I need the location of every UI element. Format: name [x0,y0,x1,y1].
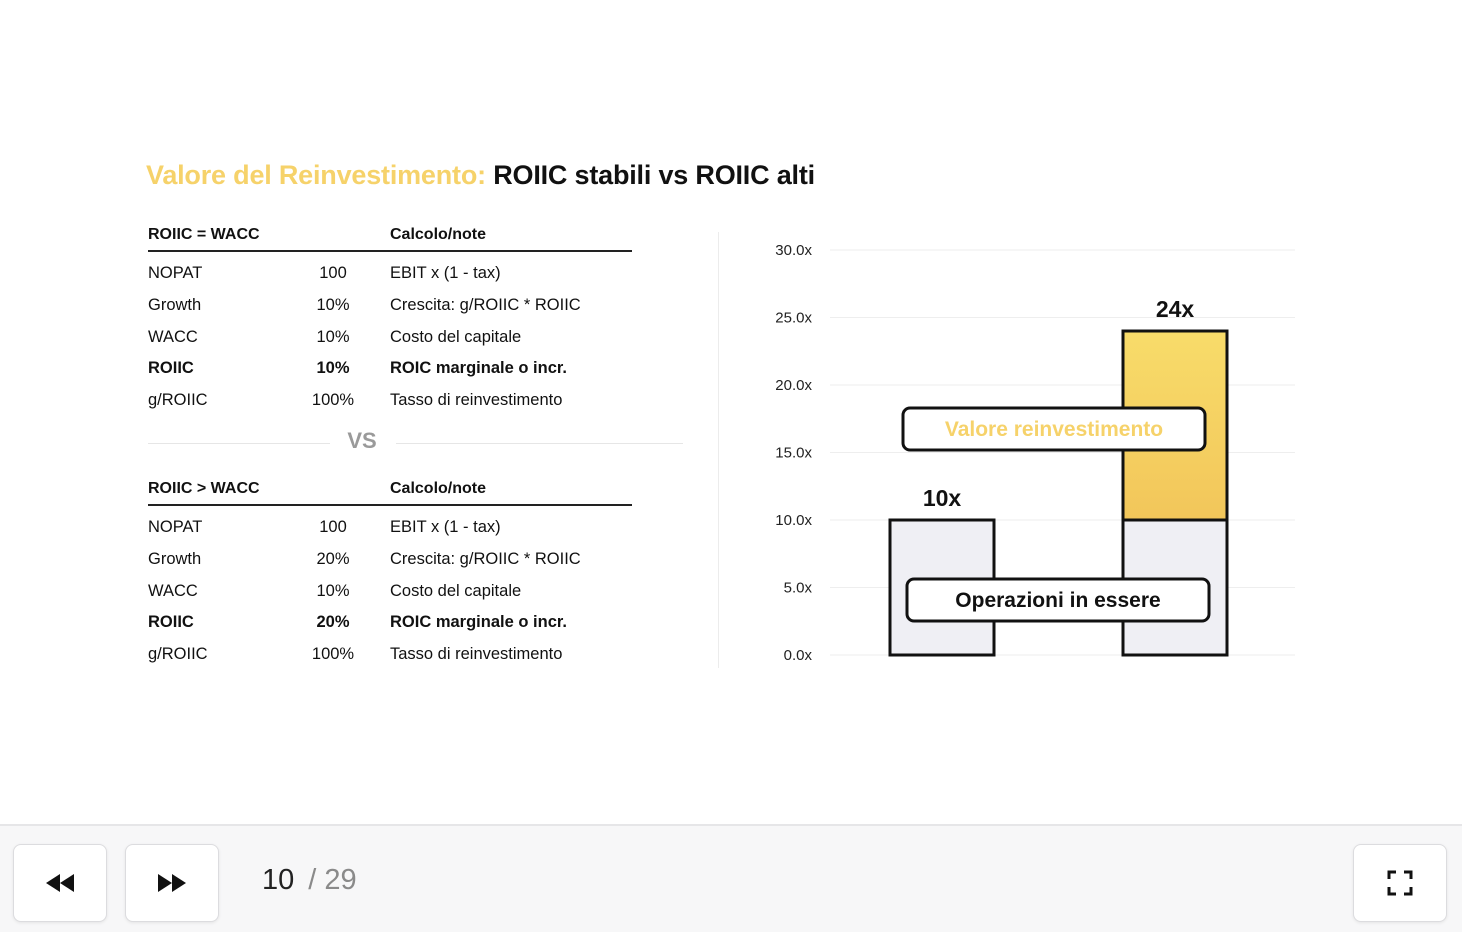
row-label: WACC [148,581,198,600]
table-header-value [276,480,390,505]
y-tick-label: 30.0x [775,242,812,259]
table-row [148,575,632,607]
title-accent: Valore del Reinvestimento: [146,160,486,190]
previous-slide-button[interactable] [13,844,107,922]
row-label: g/ROIIC [148,645,208,664]
row-value: 20% [316,550,350,569]
table-header-note: Calcolo/note [390,226,632,251]
valuation-bar-chart [740,225,1320,670]
row-note: ROIC marginale o incr. [390,613,567,632]
row-value: 10% [316,581,350,600]
table-row [148,607,632,639]
row-note: Crescita: g/ROIIC * ROIIC [390,296,581,315]
row-value: 10% [316,359,350,378]
presentation-controls [0,824,1462,932]
table-row [148,505,632,544]
table-header-row [148,226,632,251]
row-value: 20% [316,613,350,632]
fast-forward-icon [157,873,187,893]
row-note: EBIT x (1 - tax) [390,518,501,537]
title-main: ROIIC stabili vs ROIIC alti [493,160,815,190]
table-roiic-greater-wacc [148,480,632,670]
bar-value-label: 24x [1155,296,1195,322]
vs-divider-right [396,443,683,444]
row-note: ROIC marginale o incr. [390,359,567,378]
table-row [148,385,632,417]
table-header-label: ROIIC = WACC [148,226,276,251]
annotation-text: Operazioni in essere [955,589,1161,612]
fullscreen-icon [1387,870,1413,896]
table-header-note: Calcolo/note [390,480,632,505]
row-label: Growth [148,550,202,569]
annotation-valore-reinvestimento [903,408,1205,450]
bar-value-label: 10x [922,485,962,511]
row-value: 100% [311,391,355,410]
y-tick-label: 10.0x [775,512,812,529]
row-note: EBIT x (1 - tax) [390,264,501,283]
y-tick-label: 20.0x [775,377,812,394]
row-value: 10% [316,296,350,315]
column-divider [718,232,719,668]
page-indicator [262,864,357,897]
table-row [148,639,632,671]
row-note: Tasso di reinvestimento [390,645,563,664]
page-separator: / [308,864,317,896]
table-row [148,321,632,353]
row-note: Costo del capitale [390,327,522,346]
table-header-row [148,480,632,505]
table-row [148,290,632,322]
next-slide-button[interactable] [125,844,219,922]
table-header-value [276,226,390,251]
table-row [148,251,632,290]
row-label: WACC [148,327,198,346]
y-tick-label: 25.0x [775,309,812,327]
row-note: Crescita: g/ROIIC * ROIIC [390,550,581,569]
total-pages: 29 [324,864,357,896]
y-tick-label: 5.0x [783,579,812,597]
annotation-operazioni-in-essere [907,579,1209,621]
table-row [148,544,632,576]
current-page: 10 [262,864,295,896]
row-note: Costo del capitale [390,581,522,600]
y-tick-label: 0.0x [783,647,812,664]
row-label: Growth [148,296,202,315]
slide-title [146,160,815,191]
row-label: ROIIC [148,613,194,632]
row-value: 100% [311,645,355,664]
chart-y-axis [775,242,812,664]
row-value: 100 [319,518,347,537]
y-tick-label: 15.0x [775,444,812,462]
rewind-icon [45,873,75,893]
row-value: 100 [319,264,347,283]
fullscreen-button[interactable] [1353,844,1447,922]
table-roiic-equal-wacc [148,226,632,416]
table-header-label: ROIIC > WACC [148,480,276,505]
vs-label: VS [347,428,377,453]
row-value: 10% [316,327,350,346]
row-label: NOPAT [148,518,203,537]
row-label: NOPAT [148,264,203,283]
row-label: g/ROIIC [148,391,208,410]
vs-divider-left [148,443,330,444]
table-row [148,353,632,385]
row-label: ROIIC [148,359,194,378]
annotation-text: Valore reinvestimento [944,418,1164,441]
row-note: Tasso di reinvestimento [390,391,563,410]
